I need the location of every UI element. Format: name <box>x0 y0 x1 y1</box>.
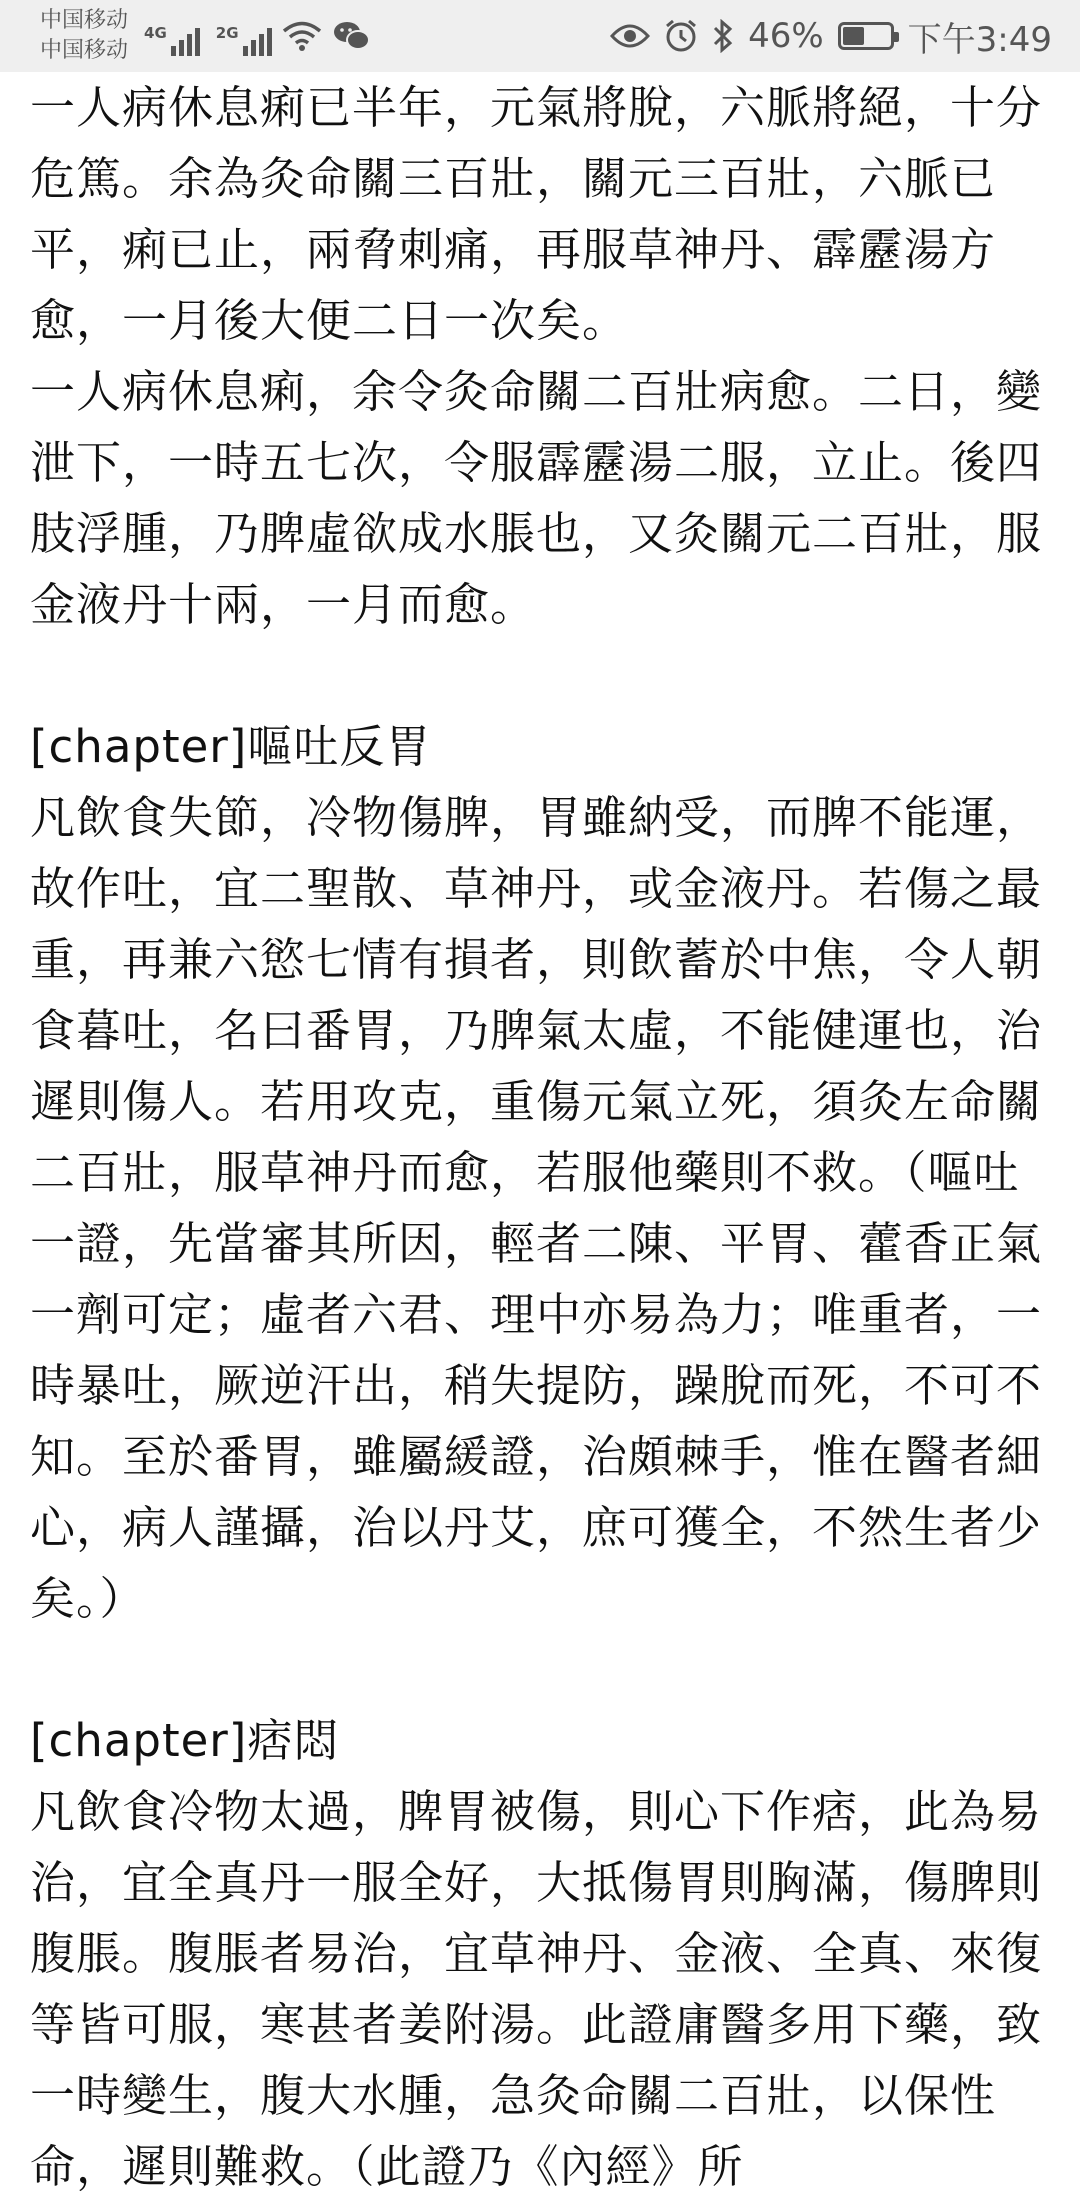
battery-fill <box>843 27 864 45</box>
paragraph-4: 凡飲食冷物太過，脾胃被傷，則心下作痞，此為易治，宜全真丹一服全好，大抵傷胃則胸滿，傷脾則腹脹。腹脹者易治，宜草神丹、金液、全真、來復等皆可服，寒甚者姜附湯。此證庸醫多用下藥，致一時變生，腹大水腫，急灸命關二百壯，以保性命，遲則難救。（此證乃《內經》所 <box>30 1785 1043 2193</box>
clock-label: 下午3:49 <box>907 19 1052 60</box>
paragraph-2: 一人病休息痢，余令灸命關二百壯病愈。二日，變泄下，一時五七次，令服霹靂湯二服，立止。後四肢浮腫，乃脾虛欲成水脹也，又灸關元二百壯，服金液丹十兩，一月而愈。 <box>30 365 1043 631</box>
chapter-heading-2: [chapter]痞悶 <box>30 1714 340 1767</box>
signal-1-icon <box>144 16 200 56</box>
chapter-heading-1: [chapter]嘔吐反胃 <box>30 720 432 773</box>
carrier-2-label: 中国移动 <box>40 38 129 63</box>
wechat-icon <box>332 19 372 53</box>
status-left <box>40 6 372 66</box>
paragraph-3: 凡飲食失節，冷物傷脾，胃雖納受，而脾不能運，故作吐，宜二聖散、草神丹，或金液丹。若傷之最重，再兼六慾七情有損者，則飲蓄於中焦，令人朝食暮吐，名曰番胃，乃脾氣太虛，不能健運也，治遲則傷人。若用攻克，重傷元氣立死，須灸左命關二百壯，服草神丹而愈，若服他藥則不救。（嘔吐一證，先當審其所因，輕者二陳、平胃、藿香正氣一劑可定；虛者六君、理中亦易為力；唯重者，一時暴吐，厥逆汗出，稍失提防，躁脫而死，不可不知。至於番胃，雖屬緩證，治頗棘手，惟在醫者細心，病人謹攝，治以丹艾，庶可獲全，不然生者少矣。） <box>30 791 1043 1625</box>
blank-line <box>30 640 1055 711</box>
signal-2-icon <box>216 16 272 56</box>
carrier-info <box>40 6 128 66</box>
status-right <box>610 12 1052 61</box>
battery-icon <box>838 22 894 50</box>
battery-percent-label: 46% <box>748 16 824 56</box>
article-content[interactable] <box>30 72 1055 2202</box>
alarm-icon <box>664 19 698 53</box>
bluetooth-icon <box>712 19 734 53</box>
blank-line <box>30 1634 1055 1705</box>
status-bar <box>0 0 1080 72</box>
carrier-1-label: 中国移动 <box>40 8 129 33</box>
wifi-icon <box>282 20 322 52</box>
network-1-label: 4G <box>144 24 167 42</box>
eye-icon <box>610 22 650 50</box>
network-2-label: 2G <box>215 24 239 42</box>
paragraph-1: 一人病休息痢已半年，元氣將脫，六脈將絕，十分危篤。余為灸命關三百壯，關元三百壯，六脈已平，痢已止，兩脅刺痛，再服草神丹、霹靂湯方愈，一月後大便二日一次矣。 <box>30 81 1043 347</box>
